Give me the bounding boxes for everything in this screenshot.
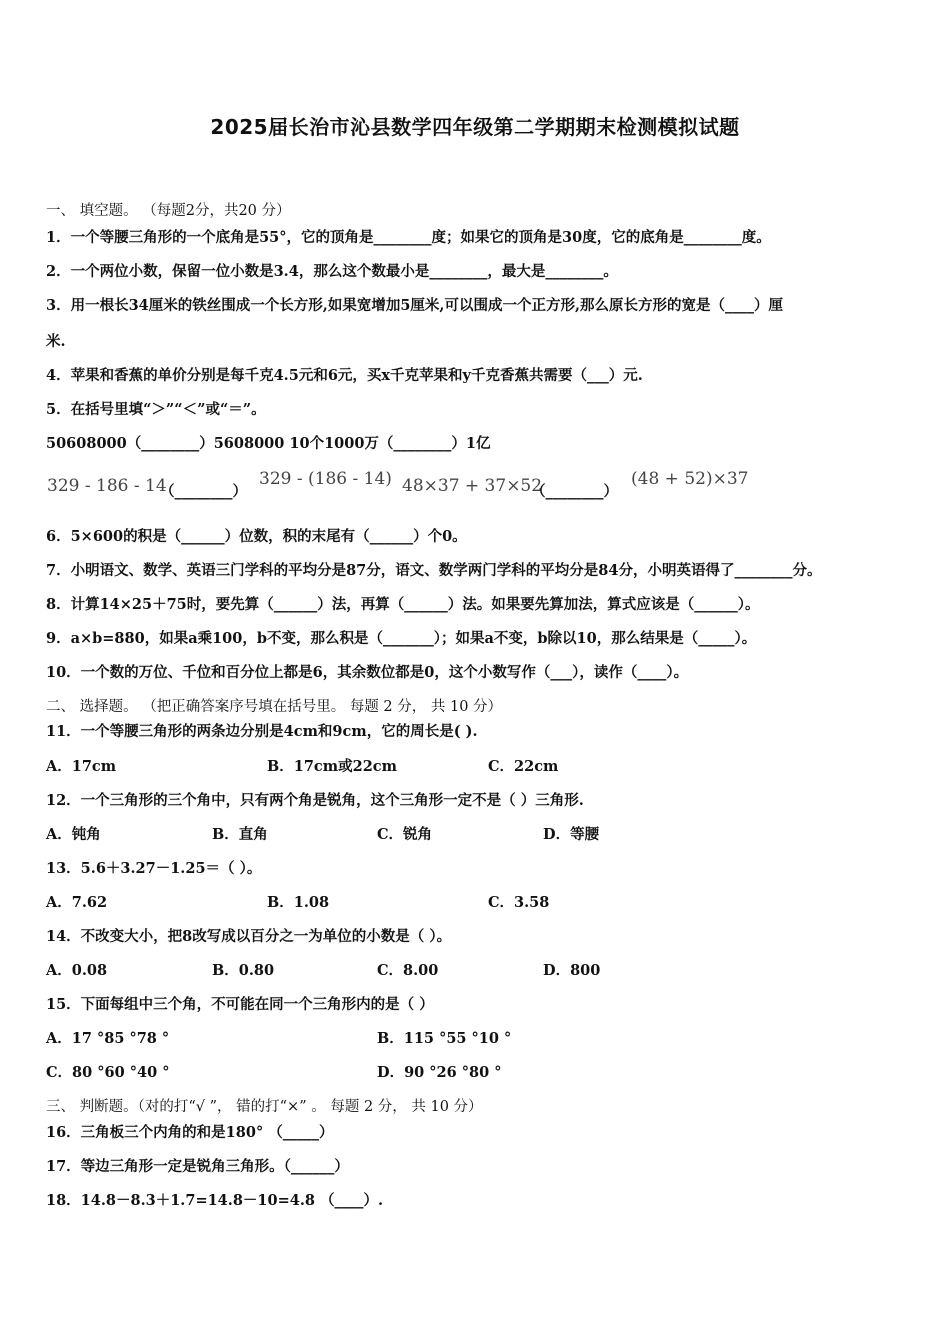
question-13: 13．5.6＋3.27－1.25＝（ ）。 (46, 860, 262, 877)
q15-option-b: B．115 °55 °10 ° (377, 1030, 512, 1047)
question-2: 2．一个两位小数，保留一位小数是3.4，那么这个数最小是________，最大是________。 (46, 263, 618, 280)
q15-option-d: D．90 °26 °80 ° (377, 1064, 502, 1081)
question-17: 17．等边三角形一定是锐角三角形。（______） (46, 1158, 349, 1175)
q5-expression-a: 329 - 186 - 14 (47, 476, 167, 496)
question-3-line-1: 3．用一根长34厘米的铁丝围成一个长方形,如果宽增加5厘米,可以围成一个正方形,那么原长方形的宽是（____）厘 (46, 297, 783, 314)
question-5: 5．在括号里填“＞”“＜”或“＝”。 (46, 401, 266, 418)
q13-option-a: A．7.62 (46, 894, 108, 911)
section-heading-true-false: 三、 判断题。（对的打“√ ”， 错的打“×” 。 每题 2 分， 共 10 分） (46, 1099, 483, 1115)
q5-expression-d: (48 + 52)×37 (631, 469, 749, 489)
q12-option-d: D．等腰 (543, 826, 600, 843)
q13-option-b: B．1.08 (267, 894, 330, 911)
q5-expression-c: 48×37 + 37×52 (402, 476, 543, 496)
question-6: 6．5×600的积是（______）位数，积的末尾有（______）个0。 (46, 528, 467, 545)
q12-option-a: A．钝角 (46, 826, 101, 843)
q11-option-a: A．17cm (46, 758, 117, 775)
page-title: 2025届长治市沁县数学四年级第二学期期末检测模拟试题 (210, 115, 740, 139)
q11-option-b: B．17cm或22cm (267, 758, 397, 775)
q14-option-b: B．0.80 (212, 962, 275, 979)
question-14: 14．不改变大小，把8改写成以百分之一为单位的小数是（ ）。 (46, 928, 452, 945)
q14-option-c: C．8.00 (377, 962, 439, 979)
question-8: 8．计算14×25＋75时，要先算（______）法，再算（______）法。如果要先算加法，算式应该是（______）。 (46, 596, 760, 613)
question-5-row-1: 50608000（________）5608000 10个1000万（________）1亿 (46, 435, 491, 452)
q11-option-c: C．22cm (488, 758, 559, 775)
question-11: 11．一个等腰三角形的两条边分别是4cm和9cm，它的周长是( ). (46, 723, 478, 740)
question-12: 12．一个三角形的三个角中，只有两个角是锐角，这个三角形一定不是（ ）三角形. (46, 792, 584, 809)
section-heading-choice: 二、 选择题。 （把正确答案序号填在括号里。 每题 2 分， 共 10 分） (46, 699, 503, 715)
question-9: 9．a×b=880，如果a乘100，b不变，那么积是（_______）；如果a不变，b除以10，那么结果是（_____）。 (46, 630, 757, 647)
question-16: 16．三角板三个内角的和是180° （_____） (46, 1124, 334, 1141)
question-10: 10．一个数的万位、千位和百分位上都是6，其余数位都是0，这个小数写作（___），读作（____）。 (46, 664, 689, 681)
q12-option-c: C．锐角 (377, 826, 433, 843)
q5-expression-b (259, 469, 392, 489)
q13-option-c: C．3.58 (488, 894, 550, 911)
question-3-line-2: 米. (46, 333, 66, 350)
q5-blank-a: （________） (160, 483, 247, 500)
q15-option-c: C．80 °60 °40 ° (46, 1064, 170, 1081)
question-18: 18．14.8－8.3＋1.7=14.8－10=4.8 （____）. (46, 1192, 384, 1209)
question-7: 7．小明语文、数学、英语三门学科的平均分是87分，语文、数学两门学科的平均分是84分，小明英语得了________分。 (46, 562, 822, 579)
q14-option-d: D．800 (543, 962, 601, 979)
q14-option-a: A．0.08 (46, 962, 108, 979)
q15-option-a: A．17 °85 °78 ° (46, 1030, 170, 1047)
section-heading-fill-in: 一、 填空题。 （每题2分，共20 分） (46, 203, 291, 219)
q5-expression-b-left: 329 - (259, 469, 308, 489)
q12-option-b: B．直角 (212, 826, 268, 843)
q5-blank-c: （________） (531, 483, 618, 500)
question-15: 15．下面每组中三个角，不可能在同一个三角形内的是（ ） (46, 996, 434, 1013)
q5-expression-b-paren: (186 - 14) (308, 469, 392, 489)
question-4: 4．苹果和香蕉的单价分别是每千克4.5元和6元，买x千克苹果和y千克香蕉共需要（___）元. (46, 367, 643, 384)
question-1: 1．一个等腰三角形的一个底角是55°，它的顶角是________度；如果它的顶角是30度，它的底角是________度。 (46, 229, 771, 246)
